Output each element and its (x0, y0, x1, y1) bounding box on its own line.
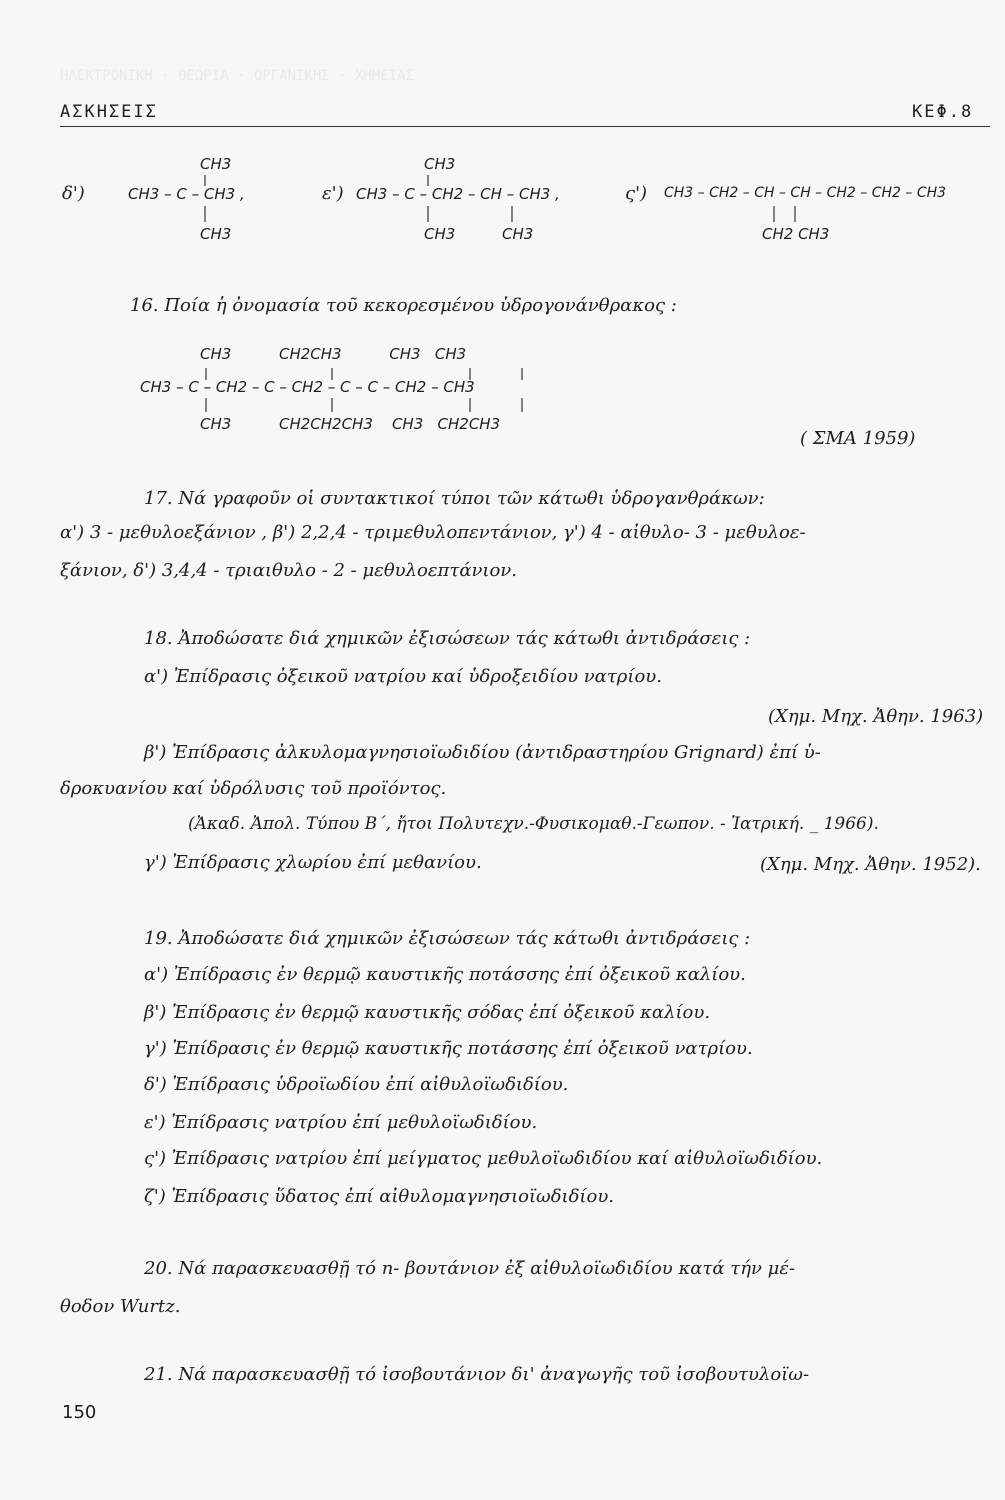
formula-d-label: δ') (62, 183, 85, 204)
formula-e-bottom-1: CH3 (424, 225, 456, 243)
formula-s-bottom: CH2 CH3 (762, 225, 830, 243)
q18-source-3: (Χημ. Μηχ. Ἀθην. 1952). (760, 854, 981, 875)
q19-item-a: α') Ἐπίδρασις ἐν θερμῷ καυστικῆς ποτάσσης ἐπί ὀξεικοῦ καλίου. (144, 964, 746, 985)
q19-item-d: δ') Ἐπίδρασις ὑδροϊωδίου ἐπί αἰθυλοϊωδιδίου. (144, 1074, 569, 1095)
formula-s-main: CH3 – CH2 – CH – CH – CH2 – CH2 – CH3 (664, 185, 947, 201)
q17-line-2: α') 3 - μεθυλοεξάνιον , β') 2,2,4 - τριμεθυλοπεντάνιον, γ') 4 - αἰθυλο- 3 - μεθυλοε- (60, 522, 806, 543)
formula-s-label: ς') (625, 183, 648, 204)
q17-line-3: ξάνιον, δ') 3,4,4 - τριαιθυλο - 2 - μεθυλοεπτάνιον. (60, 560, 517, 581)
q18-line-4: β') Ἐπίδρασις ἀλκυλομαγνησιοϊωδιδίου (ἀντιδραστηρίου Grignard) ἐπί ὑ- (144, 742, 821, 763)
running-header-title: ΑΣΚΗΣΕΙΣ (60, 102, 158, 122)
q21-line-1: 21. Νά παρασκευασθῇ τό ἰσοβουτάνιον δι' ἀναγωγῆς τοῦ ἰσοβουτυλοϊω- (144, 1364, 810, 1385)
formula-e-main: CH3 – C – CH2 – CH – CH3 , (356, 185, 560, 203)
formula-e-top: CH3 (424, 155, 456, 173)
q19-item-c: γ') Ἐπίδρασις ἐν θερμῷ καυστικῆς ποτάσσης ἐπί ὀξεικοῦ νατρίου. (144, 1038, 753, 1059)
q18-line-7: γ') Ἐπίδρασις χλωρίου ἐπί μεθανίου. (144, 852, 482, 873)
q20-line-1: 20. Νά παρασκευασθῇ τό n- βουτάνιον ἐξ αἰθυλοϊωδιδίου κατά τήν μέ- (144, 1258, 796, 1279)
q19-item-e: ε') Ἐπίδρασις νατρίου ἐπί μεθυλοϊωδιδίου. (144, 1112, 538, 1133)
q18-line-1: 18. Ἀποδώσατε διά χημικῶν ἐξισώσεων τάς κάτωθι ἀντιδράσεις : (144, 628, 751, 649)
q16-source: ( ΣΜΑ 1959) (800, 428, 916, 449)
formula-d-bottom: CH3 (200, 225, 232, 243)
q16-bottom-substituents: CH3 CH2CH2CH3 CH3 CH2CH3 (200, 415, 501, 433)
q18-source-2: (Ἀκαδ. Ἀπολ. Τύπου Β΄, ἤτοι Πολυτεχν.-Φυσικομαθ.-Γεωπον. - Ἰατρική. _ 1966). (188, 814, 879, 834)
formula-d-main: CH3 – C – CH3 , (128, 185, 245, 203)
q19-item-z: ζ') Ἐπίδρασις ὕδατος ἐπί αἰθυλομαγνησιοϊωδιδίου. (144, 1186, 614, 1207)
q16-main-chain: CH3 – C – CH2 – C – CH2 – C – C – CH2 – CH3 (140, 378, 475, 396)
page-number: 150 (62, 1402, 97, 1423)
q18-line-5: δροκυανίου καί ὑδρόλυσις τοῦ προϊόντος. (60, 778, 447, 799)
q20-line-2: θοδον Wurtz. (60, 1296, 181, 1317)
formula-e-bottom-2: CH3 (502, 225, 534, 243)
q19-item-s: ς') Ἐπίδρασις νατρίου ἐπί μείγματος μεθυλοϊωδιδίου καί αἰθυλοϊωδιδίου. (144, 1148, 823, 1169)
q18-line-2: α') Ἐπίδρασις ὀξεικοῦ νατρίου καί ὑδροξειδίου νατρίου. (144, 666, 662, 687)
formula-d-top: CH3 (200, 155, 232, 173)
bleed-through-text: ΗΛΕΚΤΡΟΝΙΚΗ · ΘΕΩΡΙΑ · ΟΡΓΑΝΙΚΗΣ · ΧΗΜΕΙΑΣ (60, 68, 415, 84)
q16-top-substituents: CH3 CH2CH3 CH3 CH3 (200, 345, 467, 363)
chapter-label: ΚΕΦ.8 (912, 102, 974, 122)
q18-source-1: (Χημ. Μηχ. Ἀθην. 1963) (768, 706, 984, 727)
q19-item-b: β') Ἐπίδρασις ἐν θερμῷ καυστικῆς σόδας ἐπί ὀξεικοῦ καλίου. (144, 1002, 711, 1023)
q19-line-1: 19. Ἀποδώσατε διά χημικῶν ἐξισώσεων τάς κάτωθι ἀντιδράσεις : (144, 928, 751, 949)
q17-line-1: 17. Νά γραφοῦν οἱ συντακτικοί τύποι τῶν κάτωθι ὑδρογανθράκων: (144, 488, 765, 509)
formula-e-label: ε') (322, 183, 344, 204)
q16-question: 16. Ποία ἡ ὀνομασία τοῦ κεκορεσμένου ὑδρογονάνθρακος : (130, 295, 677, 316)
